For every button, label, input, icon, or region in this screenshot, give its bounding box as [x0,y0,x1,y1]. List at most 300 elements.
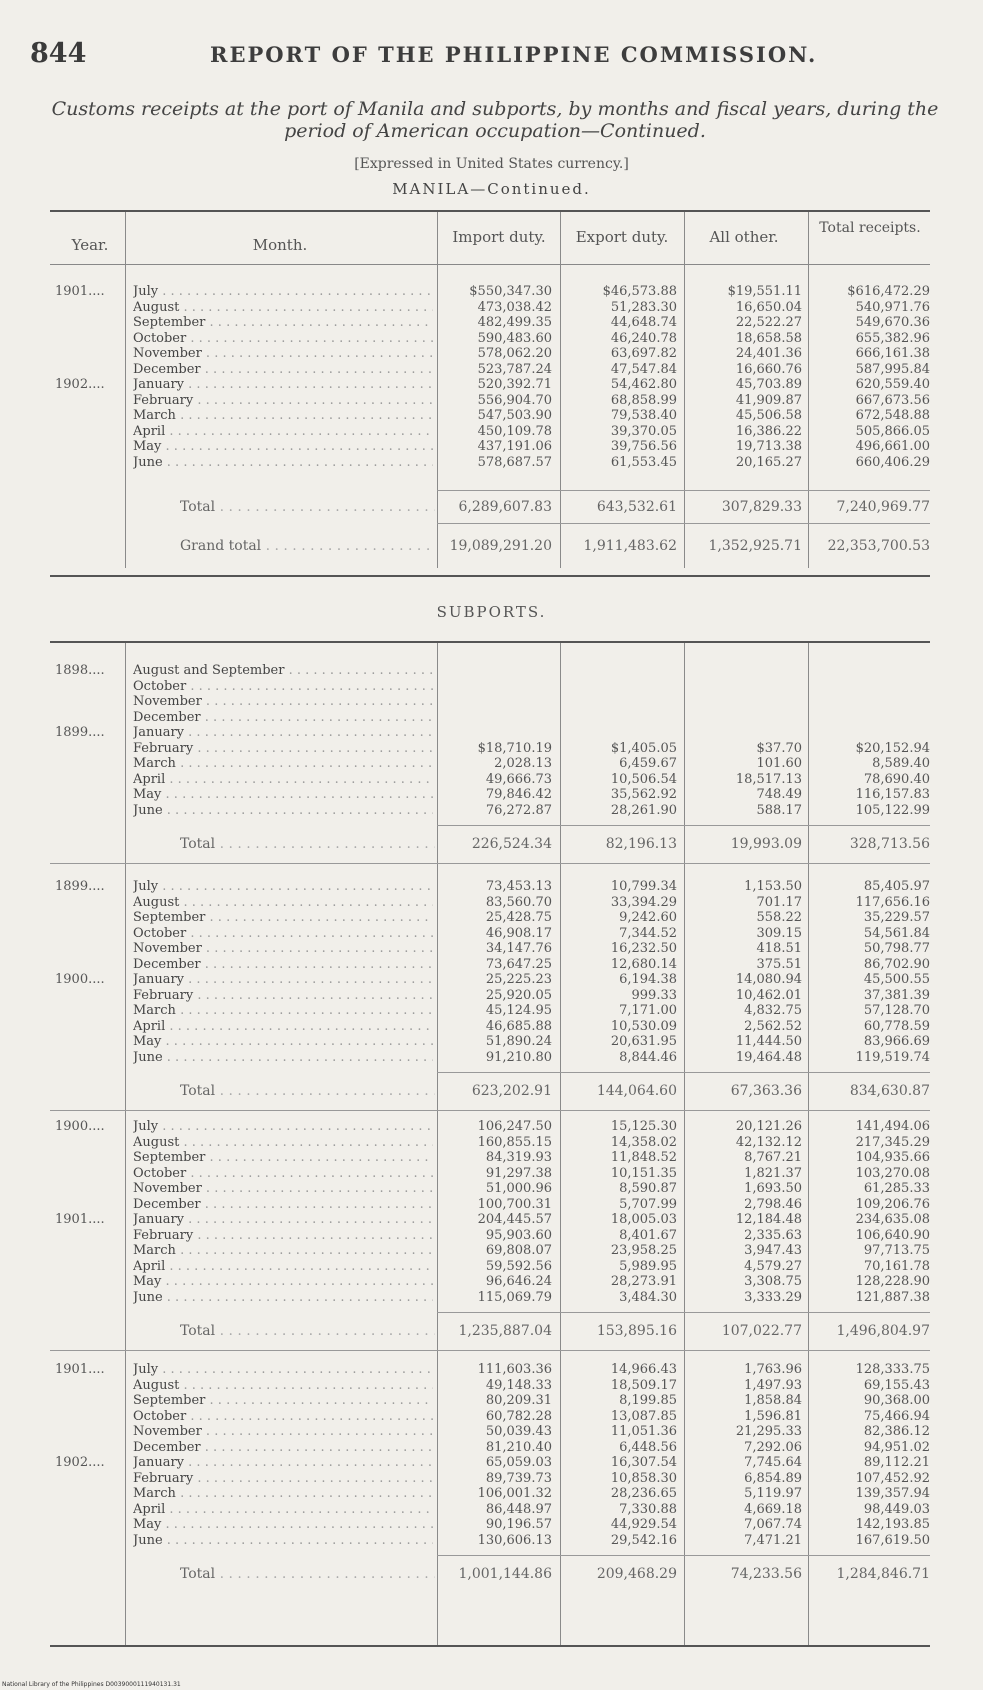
table-row [0,301,983,314]
col-import-header: Import duty. [452,228,546,246]
export-duty-cell: 14,358.02 [610,1135,677,1150]
table-row [0,1410,983,1423]
manila-total-rule [437,490,930,491]
export-duty-cell: 29,542.16 [610,1533,677,1548]
month-cell: February . . . [133,742,433,755]
export-duty-cell: 7,330.88 [619,1502,677,1517]
all-other-cell: 4,669.18 [744,1502,802,1517]
total-other: 67,363.36 [730,1083,802,1099]
all-other-cell: 41,909.87 [735,393,802,408]
all-other-cell: 45,506.58 [735,408,802,423]
total-label: Total . . . [180,1567,435,1582]
grand-total-import: 19,089,291.20 [449,538,552,554]
export-duty-cell: 6,448.56 [619,1440,677,1455]
month-cell: January . . . [133,1456,433,1469]
export-duty-cell: 6,194.38 [619,972,677,987]
table-subtitle: Customs receipts at the port of Manila and subports, by months and fiscal years, during the period of American occupation—Continued. [51,98,939,142]
import-duty-cell: 556,904.70 [477,393,552,408]
month-cell: February . . . [133,1229,433,1242]
month-cell: January . . . [133,1213,433,1226]
grand-total-receipts: 22,353,700.53 [827,538,930,554]
table-row [0,394,983,407]
table-row [0,409,983,422]
all-other-cell: 3,947.43 [744,1243,802,1258]
total-receipts-cell: 117,656.16 [855,895,930,910]
section-divider-rule [50,863,930,864]
export-duty-cell: 44,929.54 [610,1517,677,1532]
import-duty-cell: 90,196.57 [485,1517,552,1532]
all-other-cell: 18,658.58 [735,331,802,346]
table-row [0,664,983,677]
month-cell: November . . . [133,695,433,708]
total-receipts-cell: 505,866.05 [855,424,930,439]
month-cell: January . . . [133,378,433,391]
all-other-cell: 10,462.01 [735,988,802,1003]
total-receipts-cell: 107,452.92 [855,1471,930,1486]
all-other-cell: 7,292.06 [744,1440,802,1455]
export-duty-cell: 5,707.99 [619,1197,677,1212]
import-duty-cell: 79,846.42 [485,787,552,802]
total-receipts-cell: 142,193.85 [855,1517,930,1532]
total-label: Total . . . [180,1084,435,1099]
month-cell: October . . . [133,1167,433,1180]
col-total-header: Total receipts. [819,220,921,236]
total-export: 144,064.60 [596,1083,677,1099]
grand-total-rule [437,523,930,524]
table-row [0,942,983,955]
export-duty-cell: 12,680.14 [610,957,677,972]
header-bottom-rule [50,264,930,265]
month-cell: April . . . [133,425,433,438]
total-receipts-cell: 94,951.02 [863,1440,930,1455]
year-cell: 1901.... [55,284,105,299]
section-total-rule [437,1312,930,1313]
import-duty-cell: 450,109.78 [477,424,552,439]
import-duty-cell: 160,855.15 [477,1135,552,1150]
all-other-cell: 7,067.74 [744,1517,802,1532]
import-duty-cell: 73,647.25 [485,957,552,972]
import-duty-cell: $550,347.30 [469,284,552,299]
table-row [0,1503,983,1516]
table-row [0,695,983,708]
export-duty-cell: 8,844.46 [619,1050,677,1065]
all-other-cell: 588.17 [756,803,802,818]
import-duty-cell: 578,687.57 [477,455,552,470]
total-export: 82,196.13 [605,836,677,852]
import-duty-cell: 204,445.57 [477,1212,552,1227]
export-duty-cell: 11,848.52 [610,1150,677,1165]
month-cell: January . . . [133,973,433,986]
all-other-cell: 375.51 [756,957,802,972]
manila-total-row [0,500,983,515]
table-row [0,1291,983,1304]
export-duty-cell: 18,005.03 [610,1212,677,1227]
month-cell: February . . . [133,1472,433,1485]
year-cell: 1899.... [55,725,105,740]
export-duty-cell: 9,242.60 [619,910,677,925]
import-duty-cell: 111,603.36 [477,1362,552,1377]
year-cell: 1902.... [55,1455,105,1470]
table-row [0,332,983,345]
import-duty-cell: 96,646.24 [485,1274,552,1289]
table-row [0,711,983,724]
table-row [0,1425,983,1438]
table-row [0,1167,983,1180]
all-other-cell: 16,650.04 [735,300,802,315]
total-receipts-cell: 655,382.96 [855,331,930,346]
export-duty-cell: 16,232.50 [610,941,677,956]
table-row [0,958,983,971]
all-other-cell: 8,767.21 [744,1150,802,1165]
total-other: 307,829.33 [721,499,802,515]
import-duty-cell: 84,319.93 [485,1150,552,1165]
total-receipts-cell: 667,673.56 [855,393,930,408]
table-row [0,1456,983,1469]
month-cell: July . . . [133,1120,433,1133]
month-cell: November . . . [133,1182,433,1195]
all-other-cell: 3,333.29 [744,1290,802,1305]
export-duty-cell: 18,509.17 [610,1378,677,1393]
all-other-cell: 16,660.76 [735,362,802,377]
table-row [0,973,983,986]
table-row [0,347,983,360]
total-receipts-cell: 139,357.94 [855,1486,930,1501]
table-row [0,680,983,693]
table-row [0,1244,983,1257]
table-row [0,1213,983,1226]
table-row [0,1051,983,1064]
import-duty-cell: 80,209.31 [485,1393,552,1408]
export-duty-cell: 35,562.92 [610,787,677,802]
export-duty-cell: 14,966.43 [610,1362,677,1377]
month-cell: April . . . [133,1260,433,1273]
export-duty-cell: 51,283.30 [610,300,677,315]
subports-heading: SUBPORTS. [436,603,547,621]
year-cell: 1898.... [55,663,105,678]
export-duty-cell: 7,171.00 [619,1003,677,1018]
subports-top-rule [50,641,930,643]
import-duty-cell: 25,225.23 [485,972,552,987]
month-cell: May . . . [133,1275,433,1288]
import-duty-cell: 46,908.17 [485,926,552,941]
total-label: Total . . . [180,1324,435,1339]
import-duty-cell: 59,592.56 [485,1259,552,1274]
total-receipts: 1,496,804.97 [836,1323,930,1339]
total-import: 1,001,144.86 [458,1566,552,1582]
table-row [0,363,983,376]
table-row [0,1275,983,1288]
total-receipts-cell: 234,635.08 [855,1212,930,1227]
month-cell: September . . . [133,316,433,329]
all-other-cell: 2,562.52 [744,1019,802,1034]
all-other-cell: 7,471.21 [744,1533,802,1548]
month-cell: July . . . [133,880,433,893]
import-duty-cell: 547,503.90 [477,408,552,423]
total-receipts-cell: 167,619.50 [855,1533,930,1548]
export-duty-cell: 11,051.36 [610,1424,677,1439]
section-divider-rule [50,1110,930,1111]
all-other-cell: 22,522.27 [735,315,802,330]
section-total-row [0,1567,983,1582]
total-export: 209,468.29 [596,1566,677,1582]
col-export-header: Export duty. [575,228,669,246]
all-other-cell: 45,703.89 [735,377,802,392]
import-duty-cell: 45,124.95 [485,1003,552,1018]
month-cell: March . . . [133,1004,433,1017]
export-duty-cell: 28,236.65 [610,1486,677,1501]
month-cell: July . . . [133,1363,433,1376]
total-receipts-cell: 105,122.99 [855,803,930,818]
total-receipts-cell: 103,270.08 [855,1166,930,1181]
col-other-header: All other. [709,228,779,246]
month-cell: November . . . [133,942,433,955]
total-receipts-cell: 549,670.36 [855,315,930,330]
table-row [0,989,983,1002]
import-duty-cell: 50,039.43 [485,1424,552,1439]
total-receipts-cell: 116,157.83 [855,787,930,802]
table-row [0,1020,983,1033]
total-receipts-cell: 660,406.29 [855,455,930,470]
col-year-header: Year. [71,236,109,254]
export-duty-cell: 20,631.95 [610,1034,677,1049]
all-other-cell: 3,308.75 [744,1274,802,1289]
all-other-cell: 2,335.63 [744,1228,802,1243]
total-receipts-cell: 85,405.97 [863,879,930,894]
month-cell: August . . . [133,1136,433,1149]
total-receipts: 7,240,969.77 [836,499,930,515]
total-receipts-cell: 141,494.06 [855,1119,930,1134]
month-cell: March . . . [133,1487,433,1500]
grand-total-label: Grand total . . . [180,539,435,554]
total-receipts-cell: $20,152.94 [855,741,930,756]
all-other-cell: 1,693.50 [744,1181,802,1196]
all-other-cell: 7,745.64 [744,1455,802,1470]
export-duty-cell: 79,538.40 [610,408,677,423]
month-cell: March . . . [133,757,433,770]
import-duty-cell: $18,710.19 [477,741,552,756]
col-month-header: Month. [252,236,308,254]
total-receipts-cell: 82,386.12 [863,1424,930,1439]
total-import: 226,524.34 [471,836,552,852]
page-header [30,38,960,68]
total-receipts: 328,713.56 [849,836,930,852]
all-other-cell: 1,596.81 [744,1409,802,1424]
import-duty-cell: 65,059.03 [485,1455,552,1470]
import-duty-cell: 520,392.71 [477,377,552,392]
all-other-cell: 1,153.50 [744,879,802,894]
total-receipts-cell: 587,995.84 [855,362,930,377]
month-cell: March . . . [133,409,433,422]
month-cell: October . . . [133,332,433,345]
total-receipts-cell: 45,500.55 [863,972,930,987]
month-cell: December . . . [133,1441,433,1454]
all-other-cell: 19,464.48 [735,1050,802,1065]
import-duty-cell: 25,920.05 [485,988,552,1003]
total-receipts: 1,284,846.71 [836,1566,930,1582]
table-row [0,456,983,469]
all-other-cell: 2,798.46 [744,1197,802,1212]
month-cell: January . . . [133,726,433,739]
import-duty-cell: 130,606.13 [477,1533,552,1548]
import-duty-cell: 590,483.60 [477,331,552,346]
month-cell: June . . . [133,1051,433,1064]
month-cell: October . . . [133,927,433,940]
month-cell: May . . . [133,788,433,801]
import-duty-cell: 482,499.35 [477,315,552,330]
total-receipts-cell: 98,449.03 [863,1502,930,1517]
section-total-row [0,837,983,852]
export-duty-cell: 15,125.30 [610,1119,677,1134]
report-title: REPORT OF THE PHILIPPINE COMMISSION. [210,42,818,67]
month-cell: September . . . [133,1394,433,1407]
section-divider-rule [50,1350,930,1351]
month-cell: June . . . [133,1291,433,1304]
all-other-cell: 101.60 [756,756,802,771]
all-other-cell: 418.51 [756,941,802,956]
export-duty-cell: 63,697.82 [610,346,677,361]
export-duty-cell: 8,590.87 [619,1181,677,1196]
all-other-cell: 24,401.36 [735,346,802,361]
total-receipts-cell: 496,661.00 [855,439,930,454]
import-duty-cell: 60,782.28 [485,1409,552,1424]
month-cell: February . . . [133,989,433,1002]
import-duty-cell: 437,191.06 [477,439,552,454]
total-other: 74,233.56 [730,1566,802,1582]
all-other-cell: 5,119.97 [744,1486,802,1501]
export-duty-cell: 10,799.34 [610,879,677,894]
page-number: 844 [30,38,87,69]
export-duty-cell: $1,405.05 [610,741,677,756]
export-duty-cell: 61,553.45 [610,455,677,470]
grand-total-export: 1,911,483.62 [583,538,677,554]
export-duty-cell: 46,240.78 [610,331,677,346]
month-cell: May . . . [133,440,433,453]
table-row [0,1441,983,1454]
all-other-cell: 558.22 [756,910,802,925]
import-duty-cell: 34,147.76 [485,941,552,956]
table-row [0,804,983,817]
all-other-cell: 19,713.38 [735,439,802,454]
total-receipts-cell: 128,228.90 [855,1274,930,1289]
import-duty-cell: 578,062.20 [477,346,552,361]
all-other-cell: 18,517.13 [735,772,802,787]
table-row [0,440,983,453]
total-import: 623,202.91 [471,1083,552,1099]
import-duty-cell: 69,808.07 [485,1243,552,1258]
import-duty-cell: 115,069.79 [477,1290,552,1305]
table-row [0,880,983,893]
total-receipts-cell: 70,161.78 [863,1259,930,1274]
table-row [0,742,983,755]
all-other-cell: 20,121.26 [735,1119,802,1134]
export-duty-cell: 10,530.09 [610,1019,677,1034]
month-cell: October . . . [133,1410,433,1423]
import-duty-cell: 100,700.31 [477,1197,552,1212]
table-row [0,1534,983,1547]
total-receipts-cell: 57,128.70 [863,1003,930,1018]
import-duty-cell: 73,453.13 [485,879,552,894]
table-row [0,378,983,391]
table-row [0,911,983,924]
grand-total-other: 1,352,925.71 [708,538,802,554]
total-receipts-cell: 540,971.76 [855,300,930,315]
month-cell: December . . . [133,958,433,971]
month-cell: June . . . [133,804,433,817]
section-total-row [0,1324,983,1339]
export-duty-cell: 5,989.95 [619,1259,677,1274]
all-other-cell: $19,551.11 [727,284,802,299]
year-cell: 1901.... [55,1362,105,1377]
export-duty-cell: 8,401.67 [619,1228,677,1243]
year-cell: 1899.... [55,879,105,894]
table-row [0,1004,983,1017]
all-other-cell: 748.49 [756,787,802,802]
month-cell: August and September . . . [133,664,433,677]
table-row [0,1198,983,1211]
import-duty-cell: 106,001.32 [477,1486,552,1501]
month-cell: December . . . [133,711,433,724]
total-receipts-cell: 106,640.90 [855,1228,930,1243]
table-row [0,285,983,298]
subports-bottom-rule [50,1645,930,1647]
month-cell: May . . . [133,1518,433,1531]
export-duty-cell: 7,344.52 [619,926,677,941]
month-cell: October . . . [133,680,433,693]
all-other-cell: 20,165.27 [735,455,802,470]
table-row [0,788,983,801]
currency-note: [Expressed in United States currency.] [354,156,629,172]
year-cell: 1900.... [55,972,105,987]
all-other-cell: 11,444.50 [735,1034,802,1049]
month-cell: May . . . [133,1035,433,1048]
total-receipts-cell: 128,333.75 [855,1362,930,1377]
export-duty-cell: 39,756.56 [610,439,677,454]
total-receipts-cell: 666,161.38 [855,346,930,361]
total-receipts-cell: 83,966.69 [863,1034,930,1049]
section-total-rule [437,1072,930,1073]
total-receipts-cell: 672,548.88 [855,408,930,423]
import-duty-cell: 473,038.42 [477,300,552,315]
import-duty-cell: 2,028.13 [494,756,552,771]
month-cell: August . . . [133,896,433,909]
total-receipts-cell: 35,229.57 [863,910,930,925]
table-row [0,425,983,438]
all-other-cell: 21,295.33 [735,1424,802,1439]
table-row [0,1487,983,1500]
import-duty-cell: 91,297.38 [485,1166,552,1181]
total-other: 19,993.09 [730,836,802,852]
all-other-cell: 4,832.75 [744,1003,802,1018]
table-row [0,1035,983,1048]
export-duty-cell: $46,573.88 [602,284,677,299]
total-receipts-cell: 109,206.76 [855,1197,930,1212]
total-import: 6,289,607.83 [458,499,552,515]
all-other-cell: 14,080.94 [735,972,802,987]
month-cell: September . . . [133,911,433,924]
total-receipts-cell: 104,935.66 [855,1150,930,1165]
table-row [0,726,983,739]
total-receipts-cell: 217,345.29 [855,1135,930,1150]
month-cell: August . . . [133,301,433,314]
all-other-cell: 1,858.84 [744,1393,802,1408]
import-duty-cell: 51,890.24 [485,1034,552,1049]
export-duty-cell: 10,151.35 [610,1166,677,1181]
month-cell: February . . . [133,394,433,407]
export-duty-cell: 13,087.85 [610,1409,677,1424]
table-row [0,1260,983,1273]
all-other-cell: 6,854.89 [744,1471,802,1486]
all-other-cell: 16,386.22 [735,424,802,439]
